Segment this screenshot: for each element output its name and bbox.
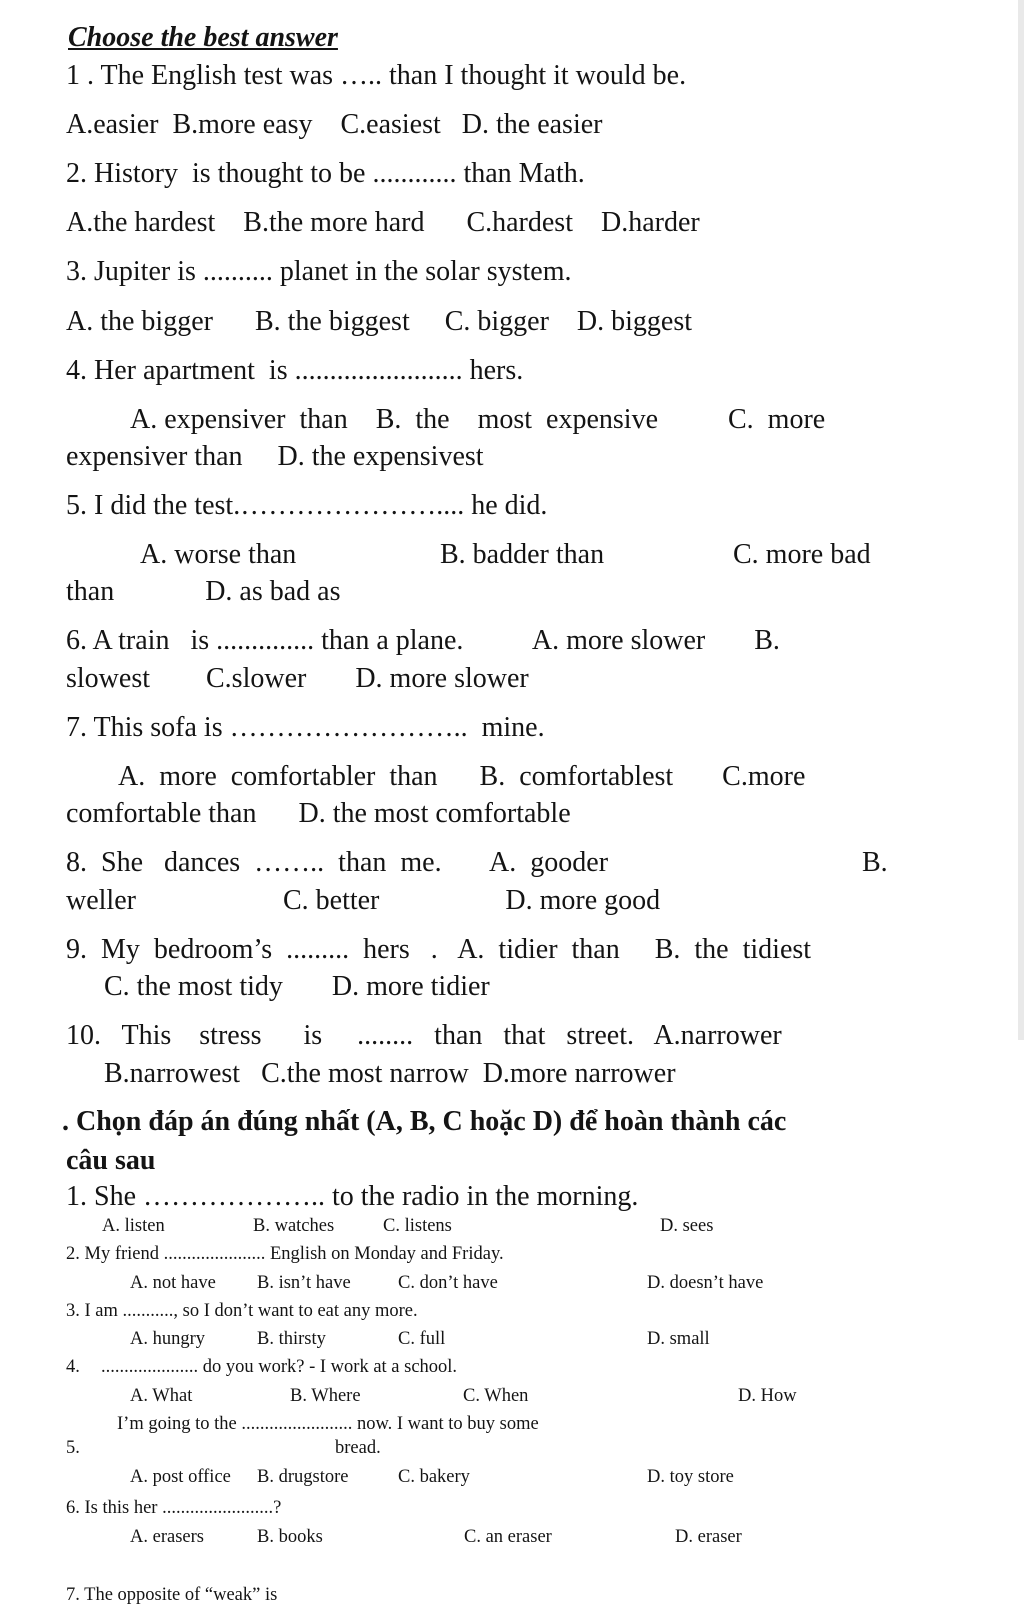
section-2-question-1-option-a: A. listen — [102, 1216, 165, 1236]
section-2-question-1-text: 1. She ……………….. to the radio in the morning. — [66, 1181, 639, 1212]
question-9-line-2: C. the most tidy D. more tidier — [104, 971, 490, 1002]
section-2-question-2-text: 2. My friend ...................... English on Monday and Friday. — [66, 1244, 504, 1264]
section-2-question-5-option-b: B. drugstore — [257, 1467, 349, 1487]
section-2-question-2-option-d: D. doesn’t have — [647, 1273, 764, 1293]
section-2-question-2-option-a: A. not have — [130, 1273, 216, 1293]
section-2-question-6-text: 6. Is this her ........................? — [66, 1498, 282, 1518]
section-2-question-2-option-b: B. isn’t have — [257, 1273, 351, 1293]
question-1-text: 1 . The English test was ….. than I thought it would be. — [66, 60, 687, 91]
question-4-options-line-1: A. expensiver than B. the most expensive C. more — [130, 404, 826, 435]
page-title: Choose the best answer — [68, 22, 338, 53]
section-2-question-1-option-c: C. listens — [383, 1216, 452, 1236]
question-5-text: 5. I did the test.………………….... he did. — [66, 490, 548, 521]
scroll-edge — [1018, 0, 1024, 1040]
question-7-options-line-2: comfortable than D. the most comfortable — [66, 798, 571, 829]
question-2-text: 2. History is thought to be ............ than Math. — [66, 158, 585, 189]
section-2-question-6-option-a: A. erasers — [130, 1527, 204, 1547]
question-5-option-c: C. more bad — [733, 539, 871, 570]
question-8-line-1: 8. She dances …….. than me. A. gooder — [66, 847, 609, 878]
question-4-options-line-2: expensiver than D. the expensivest — [66, 441, 484, 472]
section-2-question-3-option-d: D. small — [647, 1329, 710, 1349]
section-2-question-2-option-c: C. don’t have — [398, 1273, 498, 1293]
section-2-question-3-text: 3. I am ..........., so I don’t want to eat any more. — [66, 1301, 418, 1321]
question-1-options: A.easier B.more easy C.easiest D. the easier — [66, 109, 603, 140]
question-5-option-a: A. worse than — [140, 539, 297, 570]
section-2-question-4-option-d: D. How — [738, 1386, 797, 1406]
question-5-options-line-2: than D. as bad as — [66, 576, 341, 607]
section-2-question-4-number: 4. — [66, 1357, 80, 1377]
question-4-text: 4. Her apartment is ........................ hers. — [66, 355, 524, 386]
question-10-line-2: B.narrowest C.the most narrow D.more narrower — [104, 1058, 676, 1089]
section-2-heading-line-1: . Chọn đáp án đúng nhất (A, B, C hoặc D) để hoàn thành các — [62, 1106, 787, 1137]
section-2-question-5-option-c: C. bakery — [398, 1467, 470, 1487]
question-3-options: A. the bigger B. the biggest C. bigger D. biggest — [66, 306, 693, 337]
section-2-question-6-option-b: B. books — [257, 1527, 323, 1547]
section-2-question-1-option-b: B. watches — [253, 1216, 335, 1236]
section-2-question-3-option-c: C. full — [398, 1329, 446, 1349]
question-10-line-1: 10. This stress is ........ than that street. A.narrower — [66, 1020, 782, 1051]
section-2-question-3-option-b: B. thirsty — [257, 1329, 326, 1349]
section-2-question-5-line-1: I’m going to the ........................ now. I want to buy some — [117, 1414, 539, 1434]
question-5-option-b: B. badder than — [440, 539, 605, 570]
question-7-text: 7. This sofa is …………………….. mine. — [66, 712, 545, 743]
question-8-line-2: weller C. better D. more good — [66, 885, 661, 916]
question-6-line-2: slowest C.slower D. more slower — [66, 663, 529, 694]
section-2-question-5-option-a: A. post office — [130, 1467, 231, 1487]
section-2-question-7-partial: 7. The opposite of “weak” is — [66, 1585, 278, 1605]
question-7-options-line-1: A. more comfortabler than B. comfortablest C.more — [118, 761, 806, 792]
section-2-question-4-text: ..................... do you work? - I work at a school. — [101, 1357, 458, 1377]
question-8-option-b-letter: B. — [862, 847, 888, 878]
section-2-question-3-option-a: A. hungry — [130, 1329, 206, 1349]
section-2-question-4-option-a: A. What — [130, 1386, 193, 1406]
section-2-question-5-line-2: bread. — [335, 1438, 381, 1458]
section-2-question-5-option-d: D. toy store — [647, 1467, 734, 1487]
question-3-text: 3. Jupiter is .......... planet in the solar system. — [66, 256, 572, 287]
question-2-options: A.the hardest B.the more hard C.hardest D.harder — [66, 207, 700, 238]
question-6-line-1: 6. A train is .............. than a plane. A. more slower B. — [66, 625, 780, 656]
section-2-question-4-option-b: B. Where — [290, 1386, 361, 1406]
section-2-question-6-option-d: D. eraser — [675, 1527, 742, 1547]
section-2-question-1-option-d: D. sees — [660, 1216, 714, 1236]
section-2-question-6-option-c: C. an eraser — [464, 1527, 552, 1547]
section-2-question-5-number: 5. — [66, 1438, 80, 1458]
section-2-heading-line-2: câu sau — [66, 1145, 156, 1176]
question-9-line-1: 9. My bedroom’s ......... hers . A. tidier than B. the tidiest — [66, 934, 812, 965]
section-2-question-4-option-c: C. When — [463, 1386, 529, 1406]
